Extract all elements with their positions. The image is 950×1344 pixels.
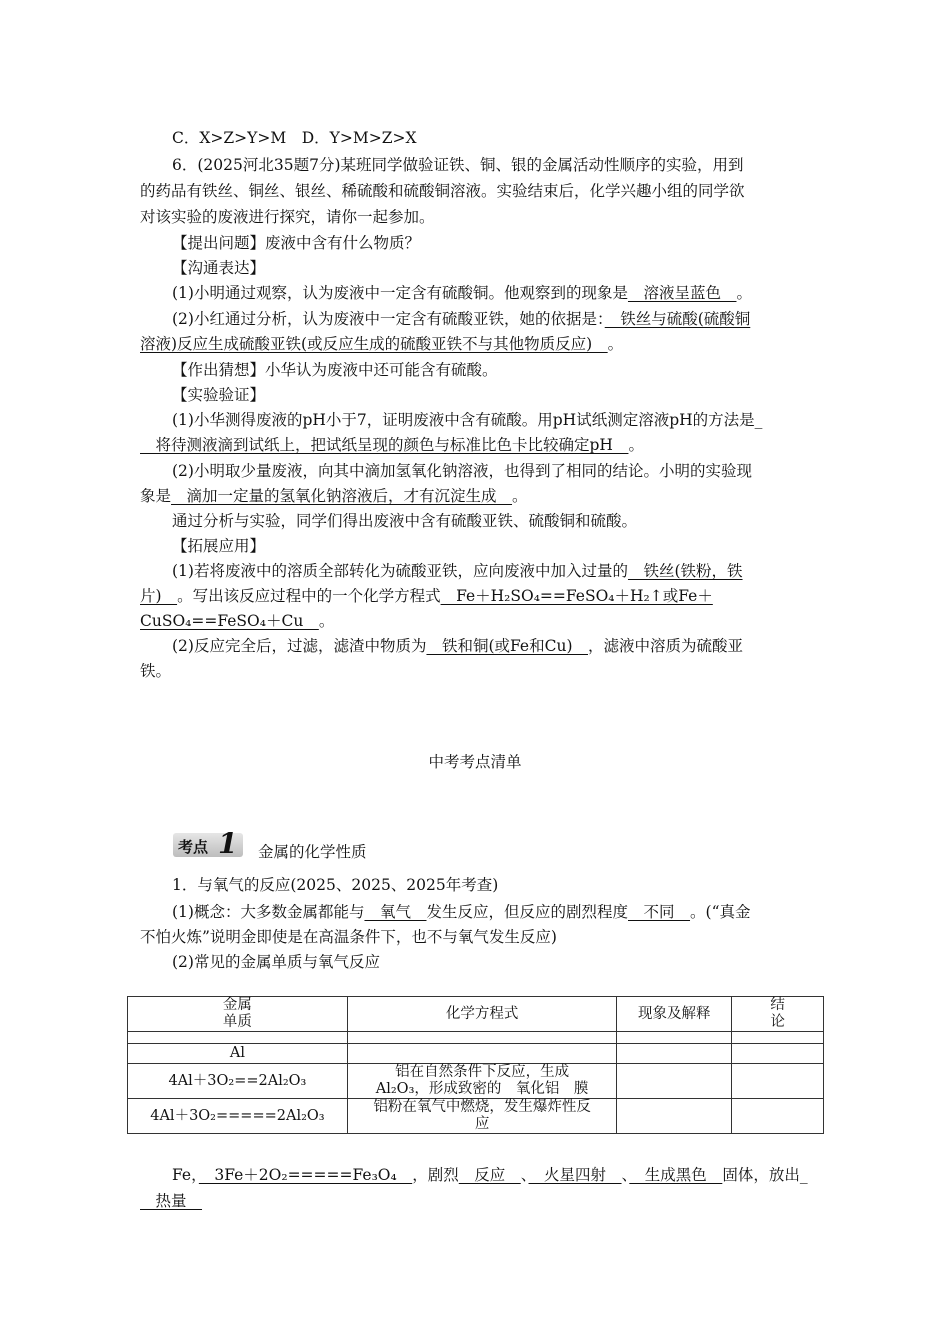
text: 。 [607,335,624,353]
text: (1)若将废液中的溶质全部转化为硫酸亚铁，应向废液中加入过量的 [172,562,628,580]
communicate-item-1 [140,283,812,303]
kp-oxygen-heading: 1．与氧气的反应(2025、2025、2025年考查) [172,876,499,894]
text: 。 [736,284,752,302]
text: 、 [520,1166,529,1184]
section-title: 中考考点清单 [428,753,522,771]
answer-blank: 火星四射 [528,1166,622,1184]
table-cell [347,1044,617,1064]
answer-blank: 片) [140,587,178,605]
header-phenomenon: 现象及解释 [617,997,732,1032]
badge-label: 考点 [178,838,209,856]
table-cell [732,1044,824,1064]
conclusion: 通过分析与实验，同学们得出废液中含有硫酸亚铁、硫酸铜和硫酸。 [172,512,638,530]
kp-concept [140,902,812,922]
table-cell [617,1099,732,1134]
raise-question: 【提出问题】废液中含有什么物质？ [172,234,421,252]
answer-blank: 不同 [628,903,691,921]
text: 。 [512,487,528,505]
kaodian-title: 金属的化学性质 [258,843,367,861]
text: 。 [318,612,335,630]
table-cell [617,1032,732,1044]
verify-heading: 【实验验证】 [172,386,266,404]
answer-blank: 溶液呈蓝色 [627,284,737,302]
table-row [128,1032,824,1044]
communicate-heading: 【沟通表达】 [172,259,266,277]
text: 。 [628,436,644,454]
text: ，剧烈 [412,1166,459,1184]
table-cell: 4Al＋3O₂=====2Al₂O₃ [128,1099,348,1134]
table-cell [732,1064,824,1099]
communicate-item-2-cont [140,334,812,354]
question-6-line-3: 对该实验的废液进行探究，请你一起参加。 [140,208,435,226]
table-cell [732,1099,824,1134]
table-cell [732,1032,824,1044]
header-conclusion: 结 论 [732,997,824,1032]
table-cell: Al [128,1044,348,1064]
answer-blank: 溶液)反应生成硫酸亚铁(或反应生成的硫酸亚铁不与其他物质反应) [140,335,608,353]
answer-blank: 铁丝与硫酸(硫酸铜 [604,310,751,328]
table-row [128,1044,824,1064]
text: 。写出该反应过程中的一个化学方程式 [177,587,441,605]
text: 、 [621,1166,630,1184]
text: 。(“真金 [690,903,751,921]
answer-blank: CuSO₄==FeSO₄＋Cu [140,612,319,630]
extend-item-2 [140,636,812,656]
option-line-c-d: C．X>Z>Y>M D．Y>M>Z>X [172,129,417,147]
extend-heading: 【拓展应用】 [172,537,266,555]
answer-blank: 热量 [140,1192,203,1210]
extend-item-1-cont [140,586,812,606]
verify-item-2: (2)小明取少量废液，向其中滴加氢氧化钠溶液，也得到了相同的结论。小明的实验现 [172,462,752,480]
answer-blank: 生成黑色 [629,1166,723,1184]
text: 象是 [140,487,172,505]
table-cell [347,1032,617,1044]
extend-item-1-cont2 [140,611,812,631]
metal-oxygen-table [127,996,824,1134]
extend-item-2-cont: 铁。 [140,662,172,680]
extend-item-1 [140,561,812,581]
text: 固体，放出_ [722,1166,808,1184]
kp-common-reactions: (2)常见的金属单质与氧气反应 [172,953,380,971]
question-6-line-1: 6．(2025河北35题7分)某班同学做验证铁、铜、银的金属活动性顺序的实验，用到 [172,156,744,174]
text: (1)小明通过观察，认为废液中一定含有硫酸铜。他观察到的现象是 [172,284,628,302]
answer-blank: 3Fe＋2O₂=====Fe₃O₄ [198,1166,413,1184]
table-cell: 铝在自然条件下反应，生成 Al₂O₃，形成致密的 氧化铝 膜 [347,1064,617,1099]
badge-number: 1 [218,827,238,860]
header-metal: 金属 单质 [128,997,348,1032]
answer-blank: 反应 [458,1166,521,1184]
text: (2)反应完全后，过滤，滤渣中物质为 [172,637,427,655]
verify-item-2-cont [140,486,812,506]
table-cell: 4Al＋3O₂==2Al₂O₃ [128,1064,348,1099]
hypothesis: 【作出猜想】小华认为废液中还可能含有硫酸。 [172,361,498,379]
answer-blank: 滴加一定量的氢氧化钠溶液后，才有沉淀生成 [171,487,513,505]
communicate-item-2 [140,309,812,329]
table-cell [128,1032,348,1044]
answer-blank: 铁丝(铁粉，铁 [627,562,743,580]
table-cell: 铝粉在氧气中燃烧，发生爆炸性反 应 [347,1099,617,1134]
table-row [128,1099,824,1134]
kp-concept-cont: 不怕火炼”说明金即使是在高温条件下，也不与氧气发生反应) [140,928,557,946]
question-6-line-2: 的药品有铁丝、铜丝、银丝、稀硫酸和硫酸铜溶液。实验结束后，化学兴趣小组的同学欲 [140,182,745,200]
text: (2)小红通过分析，认为废液中一定含有硫酸亚铁，她的依据是： [172,310,605,328]
fe-oxygen-line-cont [140,1191,812,1211]
answer-blank: 铁和铜(或Fe和Cu) [426,637,588,655]
verify-item-1: (1)小华测得废液的pH小于7，证明废液中含有硫酸。用pH试纸测定溶液pH的方法是_ [172,411,763,429]
table-cell [617,1064,732,1099]
fe-oxygen-line [140,1165,812,1185]
text: (1)概念：大多数金属都能与 [172,903,365,921]
answer-blank: 氧气 [364,903,427,921]
kaodian-badge [173,827,243,860]
table-cell [617,1044,732,1064]
text: Fe， [172,1166,199,1184]
answer-blank: Fe＋H₂SO₄==FeSO₄＋H₂↑或Fe＋ [440,587,713,605]
text: ，滤液中溶质为硫酸亚 [588,637,744,655]
verify-item-1-cont [140,435,812,455]
answer-blank: 将待测液滴到试纸上，把试纸呈现的颜色与标准比色卡比较确定pH [140,436,629,454]
text: 发生反应，但反应的剧烈程度 [426,903,628,921]
table-row [128,1064,824,1099]
table-header-row [128,997,824,1032]
header-equation: 化学方程式 [347,997,617,1032]
